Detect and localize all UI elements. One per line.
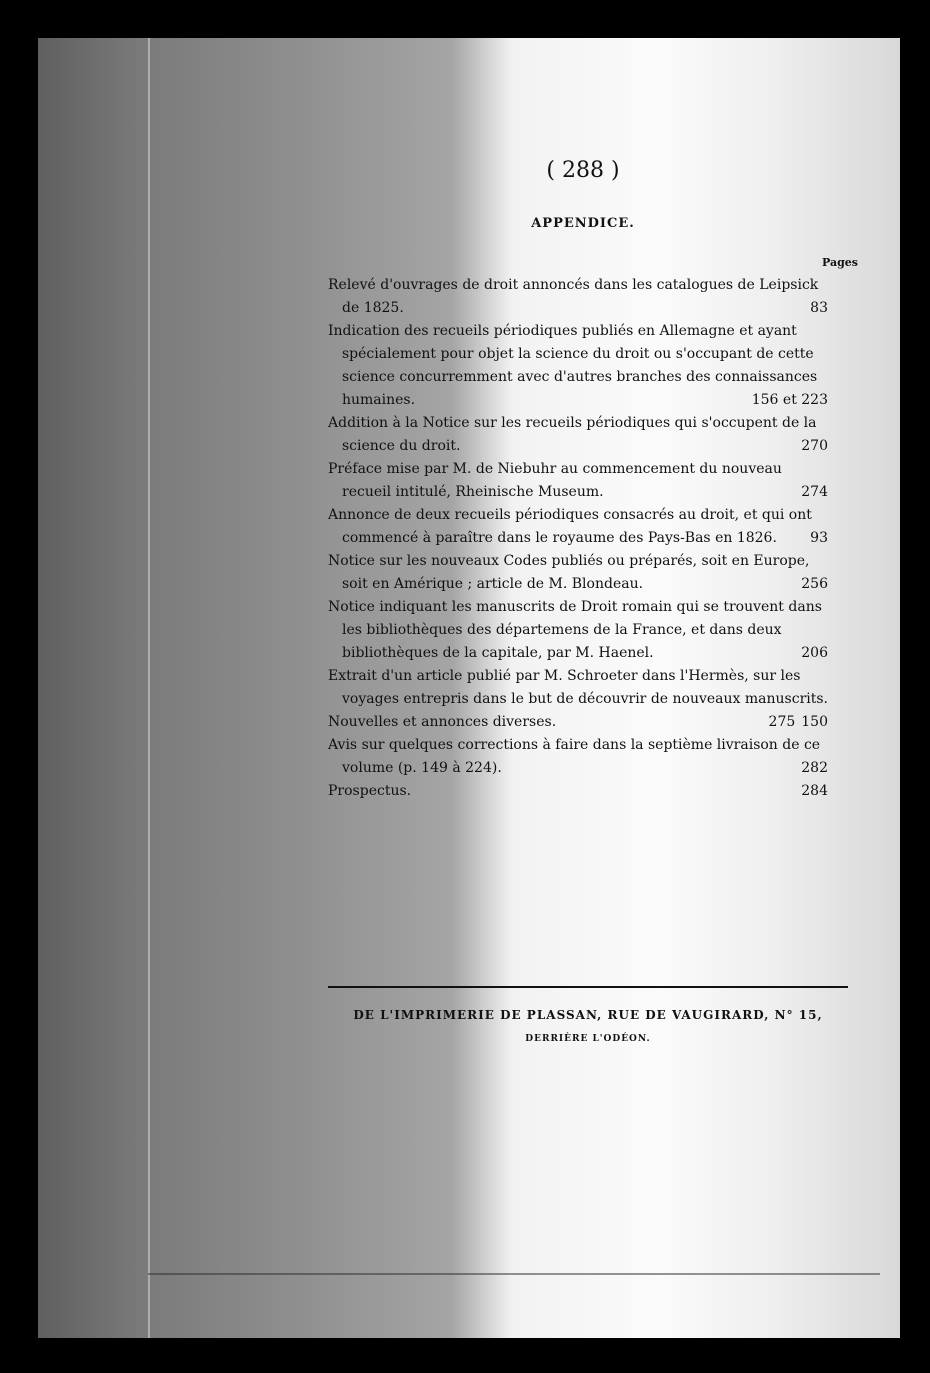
page-fold-line	[148, 38, 150, 1338]
toc-entry	[328, 596, 828, 665]
toc-entry	[328, 550, 828, 596]
page-bottom-edge	[148, 1273, 880, 1275]
toc-entry-text: Nouvelles et annonces diverses.	[328, 714, 557, 730]
pages-column-label: Pages	[822, 256, 858, 269]
printer-imprint: DE L'IMPRIMERIE DE PLASSAN, RUE DE VAUGIRARD, N° 15,	[353, 1008, 823, 1022]
toc-entry-page: 275	[768, 714, 796, 730]
toc-entry-page: 206	[801, 645, 828, 661]
toc-entry	[328, 780, 828, 803]
toc-entry-text: Prospectus.	[328, 783, 412, 799]
toc-entry-text: Avis sur quelques corrections à faire dans la septième livraison de ce volume (p. 149 à 224).	[328, 737, 821, 776]
toc-entry-text: Relevé d'ouvrages de droit annoncés dans les catalogues de Leipsick de 1825.	[328, 277, 819, 316]
toc-entry-text: Addition à la Notice sur les recueils périodiques qui s'occupent de la science du droit.	[328, 415, 817, 454]
toc-entry-text: Notice indiquant les manuscrits de Droit romain qui se trouvent dans les bibliothèques des départemens de la France, et dans deux bibliothèques de la capitale, par M. Haenel.	[328, 599, 822, 661]
toc-entry	[328, 458, 828, 504]
toc-entry	[328, 412, 828, 458]
divider-rule	[328, 986, 848, 988]
toc-entry-page: 274	[801, 484, 828, 500]
toc-entry-text: Notice sur les nouveaux Codes publiés ou préparés, soit en Europe, soit en Amérique ; article de M. Blondeau.	[328, 553, 810, 592]
section-title: APPENDICE.	[531, 216, 635, 231]
table-of-contents	[328, 274, 828, 803]
toc-entry	[328, 711, 828, 734]
toc-entry-page: 284	[801, 783, 828, 799]
printer-imprint-location: DERRIÈRE L'ODÉON.	[525, 1034, 651, 1044]
toc-entry-text: Annonce de deux recueils périodiques consacrés au droit, et qui ont commencé à paraître dans le royaume des Pays-Bas en 1826.	[328, 507, 812, 546]
toc-entry	[328, 734, 828, 780]
toc-entry-page: 282	[801, 760, 828, 776]
toc-entry	[328, 320, 828, 412]
toc-entry-page: 150	[801, 714, 828, 730]
toc-entry-page: 83	[810, 300, 828, 316]
toc-entry-page: 93	[810, 530, 828, 546]
toc-entry-page: 270	[801, 438, 828, 454]
page-number: ( 288 )	[546, 158, 620, 183]
toc-entry	[328, 274, 828, 320]
toc-entry	[328, 504, 828, 550]
toc-entry-page: 156 et 223	[751, 392, 828, 408]
toc-entry-text: Indication des recueils périodiques publiés en Allemagne et ayant spécialement pour objet la science du droit ou s'occupant de cette science concurremment avec d'autres branches des connaissances humaines.	[328, 323, 818, 408]
scanned-page	[38, 38, 900, 1338]
toc-entry-text: Préface mise par M. de Niebuhr au commencement du nouveau recueil intitulé, Rheinische Museum.	[328, 461, 782, 500]
toc-entry-text: Extrait d'un article publié par M. Schroeter dans l'Hermès, sur les voyages entrepris dans le but de découvrir de nouveaux manuscrits.	[328, 668, 829, 707]
toc-entry-page: 256	[801, 576, 828, 592]
